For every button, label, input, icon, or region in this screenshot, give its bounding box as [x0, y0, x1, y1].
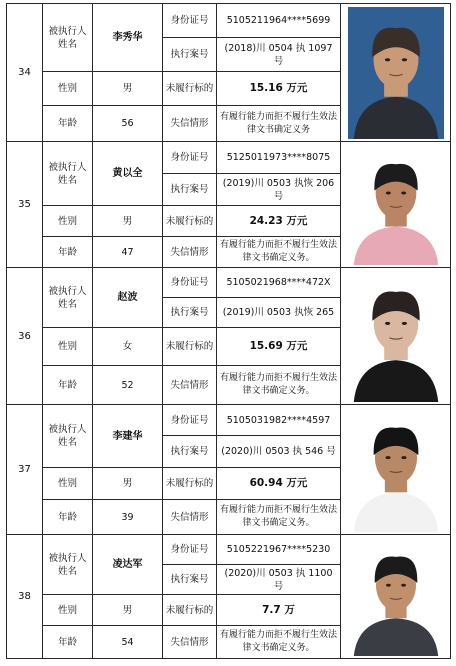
situation-value: 有履行能力而拒不履行生效法律文书确定义务。 [217, 237, 341, 268]
case-number: (2020)川 0503 执 546 号 [217, 436, 341, 468]
debtor-photo [341, 405, 451, 535]
record-index: 38 [7, 535, 43, 659]
debtor-record-38 [7, 535, 451, 659]
situation-label: 失信情形 [163, 106, 217, 142]
portrait-right-eye [401, 456, 406, 459]
portrait-right-eye [401, 321, 406, 324]
case-number: (2020)川 0503 执 1100 号 [217, 565, 341, 595]
case-label: 执行案号 [163, 38, 217, 72]
age-label: 年龄 [43, 366, 93, 405]
situation-label: 失信情形 [163, 626, 217, 659]
portrait-image [348, 271, 444, 402]
record-index: 37 [7, 405, 43, 535]
age-value: 47 [93, 237, 163, 268]
debtor-table [6, 3, 451, 659]
age-value: 54 [93, 626, 163, 659]
debtor-record-34 [7, 4, 451, 142]
case-number: (2019)川 0503 执恢 206 号 [217, 174, 341, 206]
debtor-name: 凌达军 [93, 535, 163, 595]
debtor-record-35 [7, 142, 451, 268]
portrait-right-eye [401, 583, 406, 586]
amount-value: 7.7 万 [217, 595, 341, 626]
situation-label: 失信情形 [163, 237, 217, 268]
debtor-photo [341, 142, 451, 268]
age-label: 年龄 [43, 500, 93, 535]
debtor-name: 黄以全 [93, 142, 163, 206]
age-value: 39 [93, 500, 163, 535]
gender-value: 女 [93, 328, 163, 366]
id-label: 身份证号 [163, 405, 217, 436]
amount-label: 未履行标的 [163, 206, 217, 237]
portrait-image [348, 538, 444, 656]
id-number: 5105211964****5699 [217, 4, 341, 38]
age-value: 52 [93, 366, 163, 405]
portrait-image [348, 408, 444, 532]
gender-label: 性别 [43, 72, 93, 106]
portrait-left-eye [386, 583, 391, 586]
portrait-image [348, 7, 444, 139]
case-label: 执行案号 [163, 565, 217, 595]
photo-frame [341, 271, 450, 402]
portrait-left-eye [385, 456, 390, 459]
photo-frame [341, 408, 450, 532]
gender-value: 男 [93, 206, 163, 237]
name-label: 被执行人姓名 [43, 268, 93, 328]
case-number: (2018)川 0504 执 1097 号 [217, 38, 341, 72]
id-number: 5105031982****4597 [217, 405, 341, 436]
id-label: 身份证号 [163, 4, 217, 38]
portrait-left-eye [384, 58, 389, 61]
portrait-right-eye [401, 191, 406, 194]
id-number: 5105221967****5230 [217, 535, 341, 565]
age-label: 年龄 [43, 237, 93, 268]
case-label: 执行案号 [163, 436, 217, 468]
debtor-record-36 [7, 268, 451, 405]
situation-value: 有履行能力而拒不履行生效法律文书确定义务。 [217, 366, 341, 405]
name-label: 被执行人姓名 [43, 142, 93, 206]
gender-value: 男 [93, 595, 163, 626]
photo-frame [341, 7, 450, 139]
debtor-name: 赵波 [93, 268, 163, 328]
amount-label: 未履行标的 [163, 468, 217, 500]
situation-value: 有履行能力而拒不履行生效法律文书确定义务。 [217, 500, 341, 535]
case-label: 执行案号 [163, 298, 217, 328]
amount-label: 未履行标的 [163, 595, 217, 626]
debtor-photo [341, 268, 451, 405]
id-number: 5125011973****8075 [217, 142, 341, 174]
id-number: 5105021968****472X [217, 268, 341, 298]
amount-value: 24.23 万元 [217, 206, 341, 237]
photo-frame [341, 538, 450, 656]
gender-value: 男 [93, 72, 163, 106]
amount-value: 15.16 万元 [217, 72, 341, 106]
record-index: 36 [7, 268, 43, 405]
situation-value: 有履行能力而拒不履行生效法律文书确定义务。 [217, 626, 341, 659]
debtor-name: 李建华 [93, 405, 163, 468]
gender-label: 性别 [43, 468, 93, 500]
case-number: (2019)川 0503 执恢 265 [217, 298, 341, 328]
gender-label: 性别 [43, 206, 93, 237]
gender-label: 性别 [43, 595, 93, 626]
portrait-image [348, 145, 444, 265]
debtor-record-37 [7, 405, 451, 535]
photo-frame [341, 145, 450, 265]
amount-value: 60.94 万元 [217, 468, 341, 500]
record-index: 34 [7, 4, 43, 142]
portrait-right-eye [401, 58, 406, 61]
id-label: 身份证号 [163, 268, 217, 298]
debtor-photo [341, 535, 451, 659]
gender-value: 男 [93, 468, 163, 500]
debtor-photo [341, 4, 451, 142]
age-value: 56 [93, 106, 163, 142]
portrait-left-eye [384, 321, 389, 324]
case-label: 执行案号 [163, 174, 217, 206]
name-label: 被执行人姓名 [43, 4, 93, 72]
amount-label: 未履行标的 [163, 328, 217, 366]
id-label: 身份证号 [163, 535, 217, 565]
name-label: 被执行人姓名 [43, 405, 93, 468]
name-label: 被执行人姓名 [43, 535, 93, 595]
amount-value: 15.69 万元 [217, 328, 341, 366]
situation-value: 有履行能力而拒不履行生效法律文书确定义务 [217, 106, 341, 142]
situation-label: 失信情形 [163, 366, 217, 405]
age-label: 年龄 [43, 626, 93, 659]
record-index: 35 [7, 142, 43, 268]
amount-label: 未履行标的 [163, 72, 217, 106]
gender-label: 性别 [43, 328, 93, 366]
id-label: 身份证号 [163, 142, 217, 174]
debtor-table-sheet [6, 3, 450, 659]
debtor-name: 李秀华 [93, 4, 163, 72]
portrait-left-eye [385, 191, 390, 194]
age-label: 年龄 [43, 106, 93, 142]
situation-label: 失信情形 [163, 500, 217, 535]
